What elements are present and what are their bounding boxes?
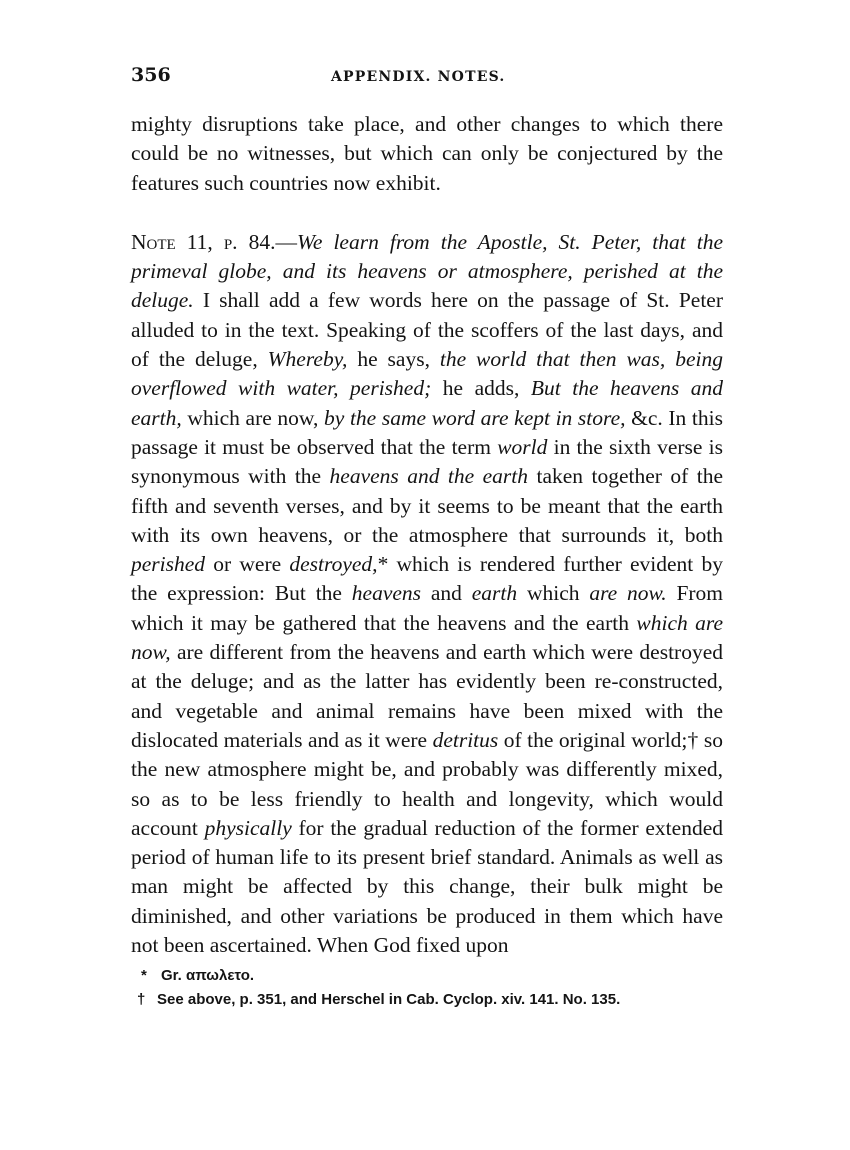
note-text: for the gradual reduction of the former extended period of human life to its present brief standard. Animals as well as man might be affected by this change, their bulk might be diminished, and other variations be produced in them which have not been ascertained. When God fixed upon: [131, 815, 723, 958]
note-text: he adds,: [431, 376, 531, 401]
note-text: and: [421, 581, 472, 606]
note-paragraph: [131, 228, 723, 960]
footnote: [131, 964, 723, 988]
italic-phrase: the world that then was, being overflowed with water, perished;: [131, 347, 723, 401]
italic-phrase: world: [497, 434, 548, 459]
note-text: he says,: [347, 347, 440, 372]
note-text: so the new atmosphere might be, and probably was differently mixed, so as to be less friendly to health and longevity, which would account: [131, 727, 723, 840]
italic-phrase: Whereby,: [267, 347, 348, 372]
italic-phrase: physically: [204, 815, 292, 840]
note-dash: —: [275, 229, 297, 254]
running-head: APPENDIX. NOTES.: [331, 69, 506, 85]
footnote-ref: †: [687, 727, 699, 752]
italic-phrase: which are now,: [131, 610, 724, 665]
note-quote: We learn from the Apostle, St. Peter, that the primeval globe, and its heavens or atmosphere, perished at the deluge.: [131, 229, 723, 313]
page-header: [131, 64, 723, 88]
footnote-ref: *: [377, 552, 389, 577]
italic-phrase: destroyed,: [289, 552, 378, 577]
italic-phrase: But the heavens and earth,: [131, 376, 723, 430]
note-text: taken together of the fifth and seventh verses, and by it seems to be meant that the earth with its own heavens, or the atmosphere that surrounds it, both: [131, 464, 723, 547]
footnote-text: See above, p. 351, and Herschel in Cab. Cyclop. xiv. 141. No. 135.: [157, 991, 621, 1009]
footnote-mark: *: [141, 967, 147, 985]
note-text: or were: [205, 552, 290, 577]
note-text: &c. In this passage it must be observed that the term: [131, 405, 723, 459]
footnote: [131, 988, 723, 1012]
note-text: which: [517, 581, 590, 606]
note-text: are different from the heavens and earth which were destroyed at the deluge; and as the latter has evidently been re-constructed, and vegetable and animal remains have been mixed with the dislocated materials and as it were: [131, 640, 723, 752]
note-text: I shall add a few words here on the passage of St. Peter alluded to in the text. Speaking of the scoffers of the last days, and of the deluge,: [131, 288, 723, 372]
page-number: 356: [131, 64, 171, 86]
note-text: From which it may be gathered that the heavens and the earth: [131, 581, 724, 635]
italic-phrase: detritus: [432, 727, 499, 752]
page: [131, 64, 723, 1012]
note-text: in the sixth verse is synonymous with the: [131, 434, 723, 489]
italic-phrase: heavens: [351, 581, 422, 606]
note-text: which is rendered further evident by the expression: But the: [131, 552, 723, 606]
note-label: Note 11, p. 84.: [131, 229, 276, 254]
italic-phrase: by the same word are kept in store,: [324, 405, 626, 430]
footnote-mark: †: [137, 991, 146, 1009]
italic-phrase: heavens and the earth: [329, 464, 529, 489]
paragraph-continuation: mighty disruptions take place, and other changes to which there could be no witnesses, but which can only be conjectured by the features such countries now exhibit.: [131, 112, 723, 195]
italic-phrase: are now.: [589, 581, 667, 606]
italic-phrase: perished: [131, 552, 206, 577]
note-text: which are now,: [181, 405, 325, 430]
footnotes: [131, 964, 723, 1012]
note-text: of the original world;: [498, 727, 688, 752]
footnote-text: Gr. απωλετο.: [161, 967, 255, 985]
italic-phrase: earth: [471, 581, 518, 606]
